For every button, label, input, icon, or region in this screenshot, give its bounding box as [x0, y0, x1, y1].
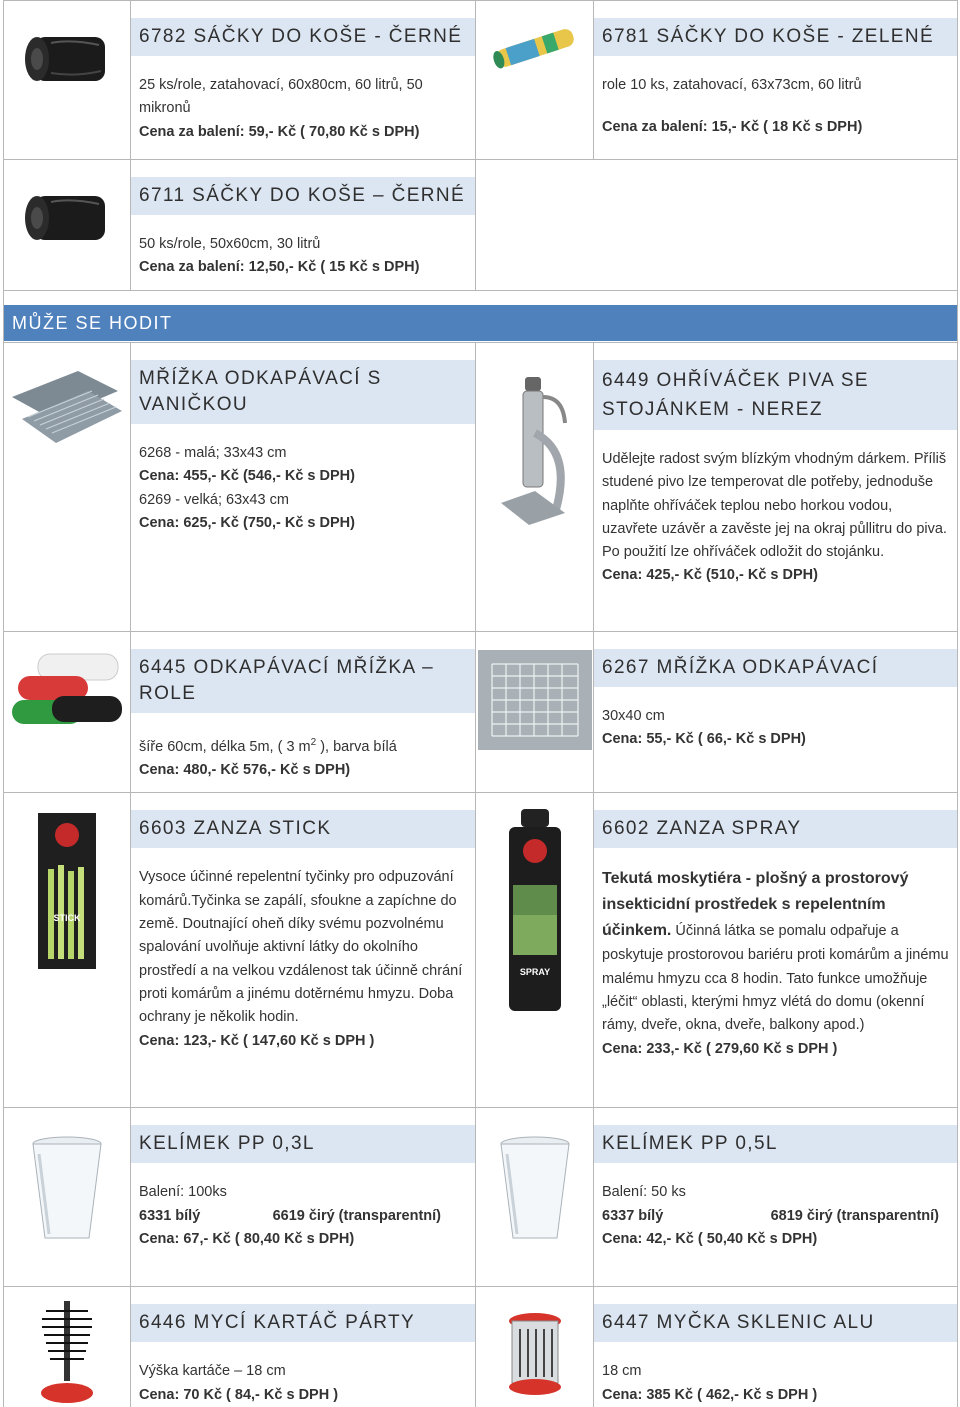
- catalog-row: [4, 632, 958, 793]
- zanza-spray-can-icon: [485, 805, 585, 1015]
- product-price: Cena: 425,- Kč (510,- Kč s DPH): [602, 567, 818, 584]
- product-spec: 6269 - velká; 63x43 cm: [139, 491, 289, 508]
- product-cell-6447: [594, 1287, 958, 1407]
- glass-washer-icon: [500, 1309, 570, 1399]
- product-price: Cena za balení: 12,50,- Kč ( 15 Kč s DPH): [139, 259, 420, 276]
- product-cell-6331: [131, 1108, 476, 1287]
- plastic-cup-icon: [495, 1134, 575, 1244]
- beer-warmer-icon: [495, 373, 575, 533]
- product-title: KELÍMEK PP 0,3L: [131, 1125, 475, 1163]
- catalog-row: [4, 160, 958, 291]
- product-title: KELÍMEK PP 0,5L: [594, 1125, 957, 1163]
- product-cell-6267: [594, 632, 958, 793]
- catalog-row: [4, 1, 958, 160]
- empty-cell: [476, 160, 594, 291]
- product-description: Tekutá moskytiéra - plošný a prostorový insekticidní prostředek s repelentním účinkem. Účinná látka se pomalu odpařuje a poskytuje prostorovou bariéru proti komárům a jinému malému hmyzu cca 8 hodin. Tato funkce umožňuje „léčit“ oblasti, kterými hmyz vlétá do domu (okenní rámy, dveře, okna, dveře, balkony apod.): [602, 870, 949, 1034]
- product-title: 6267 MŘÍŽKA ODKAPÁVACÍ: [594, 649, 957, 687]
- product-cell-6781: [594, 1, 958, 160]
- svg-text:SPRAY: SPRAY: [519, 967, 550, 978]
- product-image-cell: [476, 343, 594, 632]
- product-cell-6782: [131, 1, 476, 160]
- catalog-row: [4, 1108, 958, 1287]
- product-price: Cena: 67,- Kč ( 80,40 Kč s DPH): [139, 1231, 355, 1248]
- product-cell-6602: [594, 793, 958, 1108]
- product-spec: 6268 - malá; 33x43 cm: [139, 445, 287, 461]
- plastic-cup-icon: [27, 1134, 107, 1244]
- product-price: Cena: 625,- Kč (750,- Kč s DPH): [139, 514, 355, 531]
- product-cell-6449: [594, 343, 958, 632]
- product-codes: 6337 bílý 6819 čirý (transparentní): [602, 1207, 939, 1224]
- product-price: Cena: 480,- Kč 576,- Kč s DPH): [139, 762, 351, 779]
- product-price: Cena: 123,- Kč ( 147,60 Kč s DPH ): [139, 1032, 375, 1049]
- product-spec: 30x40 cm: [602, 708, 665, 724]
- product-title: 6782 SÁČKY DO KOŠE - ČERNÉ: [131, 18, 475, 56]
- product-catalog-table: [3, 0, 958, 1407]
- drip-mat-roll-icon: [8, 646, 126, 736]
- empty-cell: [594, 160, 958, 291]
- product-spec: šíře 60cm, délka 5m, ( 3 $m^2$ ), barva bílá: [139, 737, 397, 755]
- product-price: Cena: 385 Kč ( 462,- Kč s DPH ): [602, 1386, 818, 1403]
- product-title: MŘÍŽKA ODKAPÁVACÍ S VANIČKOU: [131, 360, 475, 424]
- product-pack: Balení: 100ks: [139, 1184, 227, 1201]
- product-title: 6781 SÁČKY DO KOŠE - ZELENÉ: [594, 18, 957, 56]
- catalog-row: [4, 343, 958, 632]
- product-title: 6602 ZANZA SPRAY: [594, 810, 957, 848]
- product-title: 6447 MYČKA SKLENIC ALU: [594, 1304, 957, 1342]
- section-title: MŮŽE SE HODIT: [4, 305, 957, 341]
- zanza-stick-box-icon: [32, 809, 102, 973]
- product-image-cell: [4, 343, 131, 632]
- product-cell-6337: [594, 1108, 958, 1287]
- wire-rack-icon: [478, 650, 592, 750]
- product-spec: 50 ks/role, 50x60cm, 30 litrů: [139, 236, 321, 252]
- green-bag-roll-icon: [489, 13, 581, 83]
- product-cell-6603: [131, 793, 476, 1108]
- product-title: 6445 ODKAPÁVACÍ MŘÍŽKA – ROLE: [131, 649, 475, 713]
- product-image-cell: [4, 1287, 131, 1407]
- trash-bag-roll-icon: [21, 178, 113, 258]
- product-image-cell: [4, 1108, 131, 1287]
- product-price: Cena za balení: 59,- Kč ( 70,80 Kč s DPH): [139, 123, 420, 140]
- product-cell-6446: [131, 1287, 476, 1407]
- product-description: Vysoce účinné repelentní tyčinky pro odpuzování komárů.Tyčinka se zapálí, sfoukne a zapíchne do země. Doutnající oheň díky svému pozvolnému spalování uvolňuje aktivní látky do okolního prostředí a na velkou vzdálenost tak účinně chrání proti komárům a jinému dotěrnému hmyzu. Doba ochrany je několik hodin.: [139, 869, 463, 1026]
- section-row: [4, 291, 958, 343]
- product-title: 6603 ZANZA STICK: [131, 810, 475, 848]
- product-image-cell: [4, 632, 131, 793]
- product-spec: Výška kartáče – 18 cm: [139, 1363, 286, 1380]
- product-image-cell: [476, 1, 594, 160]
- product-title: 6449 OHŘÍVÁČEK PIVA SE STOJÁNKEM - NEREZ: [594, 360, 957, 430]
- product-title: 6446 MYCÍ KARTÁČ PÁRTY: [131, 1304, 475, 1342]
- product-price: Cena za balení: 15,- Kč ( 18 Kč s DPH): [602, 119, 863, 136]
- product-description: Udělejte radost svým blízkým vhodným dárkem. Příliš studené pivo lze temperovat dle potřeby, jednoduše naplňte ohříváček teplou nebo horkou vodou, uzavřete uzávěr a zavěste jej na okraj půllitru do piva. Po použití lze ohříváček odložit do stojánku.: [602, 451, 947, 561]
- product-cell-6711: [131, 160, 476, 291]
- glass-brush-icon: [32, 1297, 102, 1407]
- product-image-cell: [4, 160, 131, 291]
- product-price: Cena: 70 Kč ( 84,- Kč s DPH ): [139, 1386, 339, 1403]
- product-price: Cena: 233,- Kč ( 279,60 Kč s DPH ): [602, 1040, 838, 1057]
- product-image-cell: [476, 1108, 594, 1287]
- product-title: 6711 SÁČKY DO KOŠE – ČERNÉ: [131, 177, 475, 215]
- product-cell-6268: [131, 343, 476, 632]
- section-cell: [4, 291, 958, 343]
- product-image-cell: [4, 793, 131, 1108]
- product-price: Cena: 455,- Kč (546,- Kč s DPH): [139, 468, 355, 485]
- product-image-cell: [4, 1, 131, 160]
- product-image-cell: [476, 793, 594, 1108]
- product-price: Cena: 55,- Kč ( 66,- Kč s DPH): [602, 731, 806, 748]
- drip-tray-icon: [8, 361, 126, 451]
- product-cell-6445: [131, 632, 476, 793]
- product-codes: 6331 bílý 6619 čirý (transparentní): [139, 1207, 441, 1224]
- trash-bag-roll-icon: [21, 19, 113, 99]
- product-pack: Balení: 50 ks: [602, 1184, 686, 1201]
- product-price: Cena: 42,- Kč ( 50,40 Kč s DPH): [602, 1231, 818, 1248]
- product-image-cell: [476, 1287, 594, 1407]
- product-spec: 18 cm: [602, 1363, 642, 1380]
- catalog-row: [4, 793, 958, 1108]
- catalog-row: [4, 1287, 958, 1407]
- svg-text:STICK: STICK: [53, 913, 81, 924]
- product-image-cell: [476, 632, 594, 793]
- product-spec: 25 ks/role, zatahovací, 60x80cm, 60 litrů, 50 mikronů: [139, 77, 423, 117]
- product-spec: role 10 ks, zatahovací, 63x73cm, 60 litrů: [602, 77, 862, 93]
